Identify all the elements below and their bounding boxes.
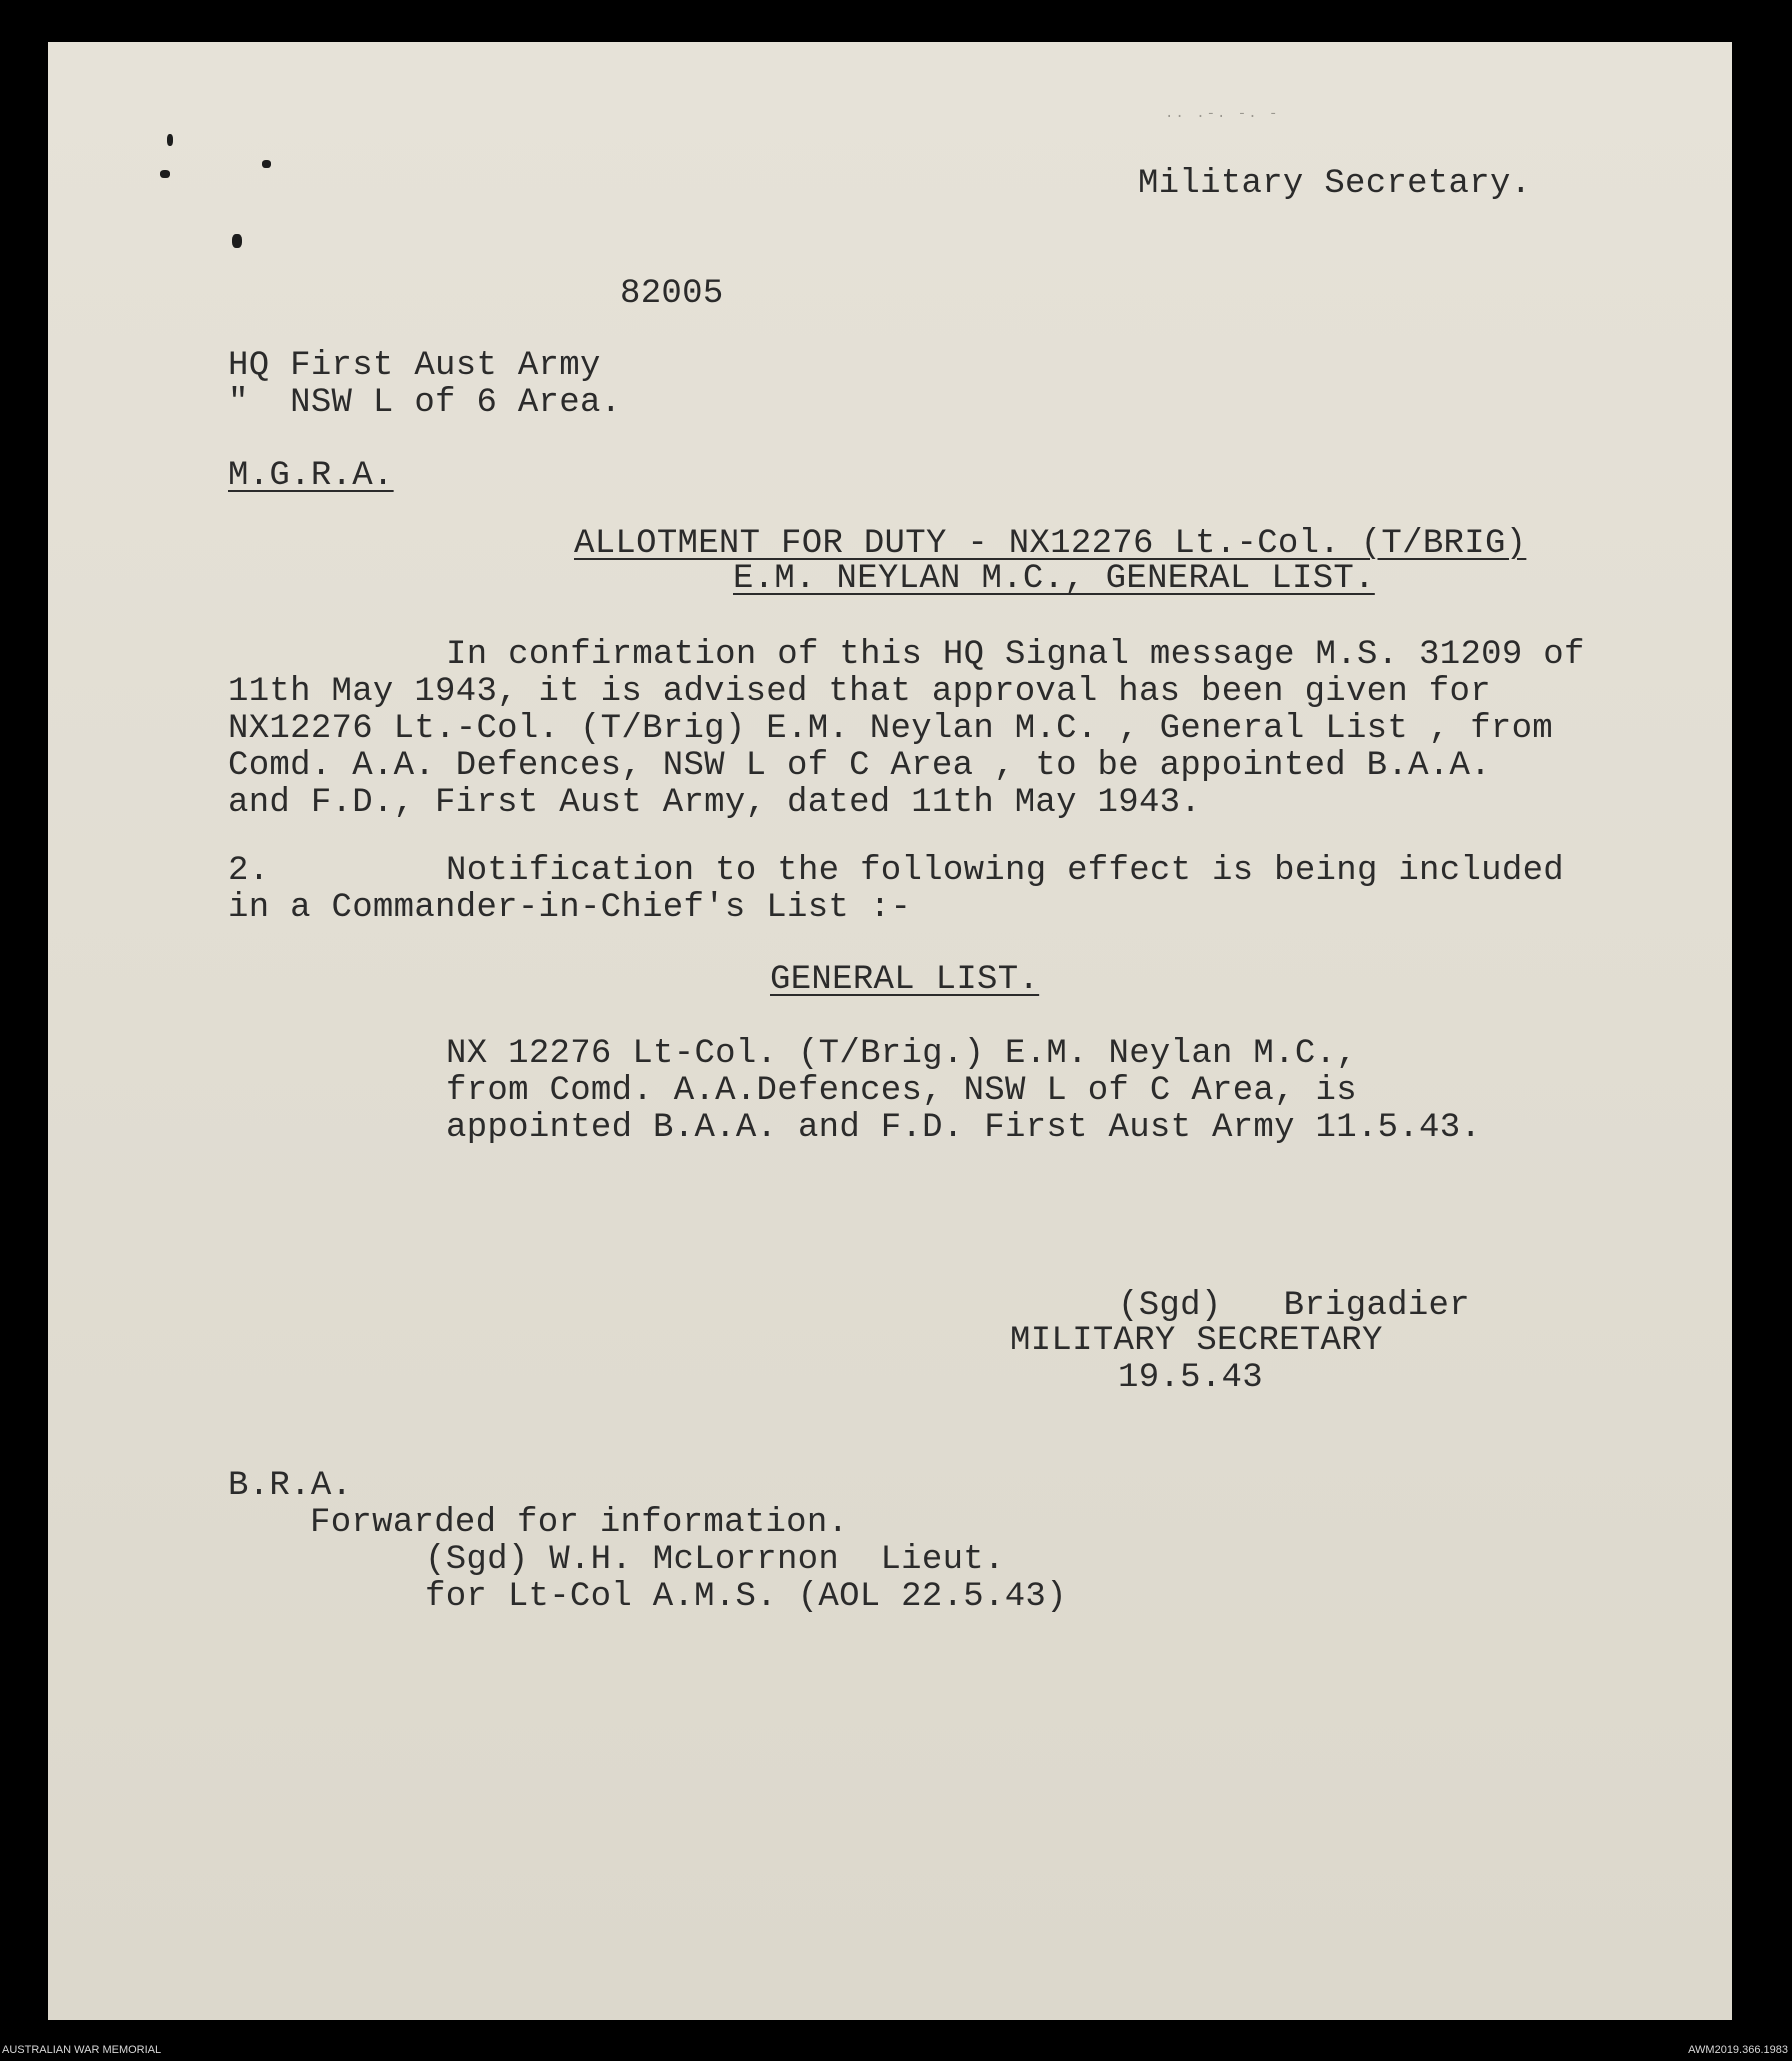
attention-line: M.G.R.A. — [228, 457, 394, 495]
paragraph-1-line: and F.D., First Aust Army, dated 11th May 1943. — [228, 784, 1202, 822]
punch-mark — [160, 170, 170, 178]
notification-line: appointed B.A.A. and F.D. First Aust Army 11.5.43. — [446, 1109, 1482, 1147]
endorsement-for: for Lt-Col A.M.S. (AOL 22.5.43) — [425, 1578, 1067, 1616]
signature-line: MILITARY SECRETARY — [1010, 1322, 1383, 1360]
list-heading: GENERAL LIST. — [770, 961, 1040, 999]
document-page — [48, 42, 1732, 2020]
punch-mark — [167, 134, 173, 146]
footer-accession-number: AWM2019.366.1983 — [1688, 2044, 1788, 2056]
addressee-line: " NSW L of 6 Area. — [228, 384, 622, 422]
paragraph-1-line: Comd. A.A. Defences, NSW L of C Area , to be appointed B.A.A. — [228, 747, 1491, 785]
subject-line: E.M. NEYLAN M.C., GENERAL LIST. — [733, 560, 1375, 598]
paragraph-number: 2. — [228, 852, 270, 890]
addressee-line: HQ First Aust Army — [228, 347, 601, 385]
punch-mark — [262, 160, 271, 168]
notification-line: NX 12276 Lt-Col. (T/Brig.) E.M. Neylan M.C., — [446, 1035, 1357, 1073]
paragraph-2-line: Notification to the following effect is being included — [446, 852, 1564, 890]
endorsement-line: Forwarded for information. — [310, 1504, 849, 1542]
paragraph-1-line: 11th May 1943, it is advised that approval has been given for — [228, 673, 1491, 711]
subject-line: ALLOTMENT FOR DUTY - NX12276 Lt.-Col. (T/BRIG) — [574, 525, 1527, 563]
punch-mark — [232, 234, 242, 248]
paragraph-1-line: NX12276 Lt.-Col. (T/Brig) E.M. Neylan M.C. , General List , from — [228, 710, 1554, 748]
signature-date: 19.5.43 — [1118, 1359, 1263, 1397]
office-header: Military Secretary. — [1138, 165, 1532, 203]
paragraph-2-line: in a Commander-in-Chief's List :- — [228, 889, 912, 927]
faint-stamp-mark: .. .-. -. - — [1165, 106, 1280, 122]
endorsement-signed: (Sgd) W.H. McLorrnon Lieut. — [425, 1541, 1005, 1579]
signature-line: (Sgd) Brigadier — [1118, 1287, 1470, 1325]
paragraph-1-line: In confirmation of this HQ Signal message M.S. 31209 of — [446, 636, 1585, 674]
reference-number: 82005 — [620, 275, 724, 313]
endorsement-addressee: B.R.A. — [228, 1467, 353, 1505]
footer-institution: AUSTRALIAN WAR MEMORIAL — [2, 2044, 162, 2056]
notification-line: from Comd. A.A.Defences, NSW L of C Area, is — [446, 1072, 1357, 1110]
